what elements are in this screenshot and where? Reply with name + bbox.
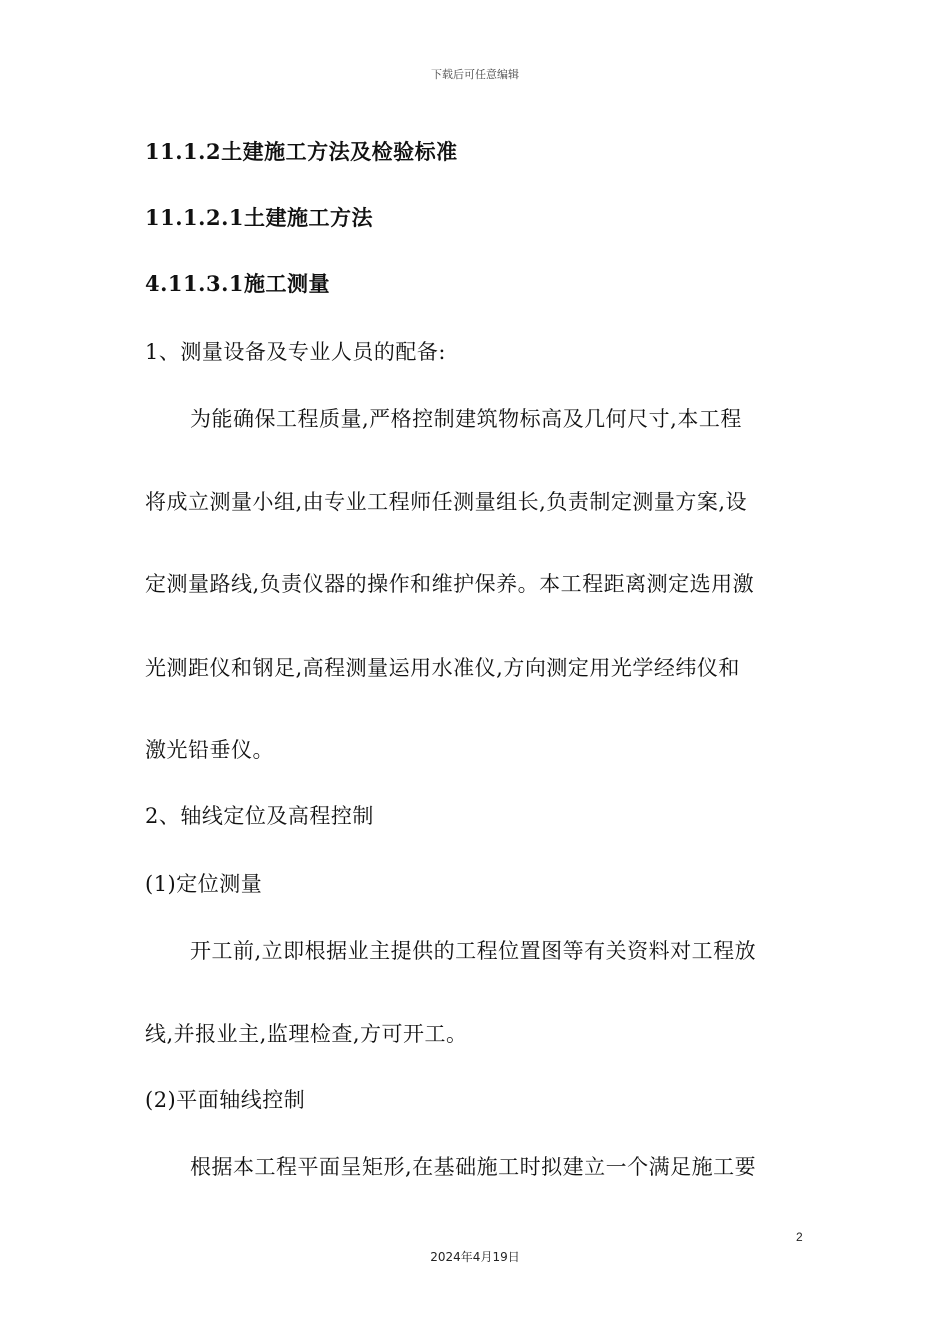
- footer-date: 2024年4月19日: [430, 1250, 520, 1264]
- paragraph-line: 光测距仪和钢足,高程测量运用水准仪,方向测定用光学经纬仪和: [145, 656, 740, 680]
- subitem-heading-positioning: (1)定位测量: [145, 872, 263, 896]
- page-number: 2: [796, 1230, 803, 1244]
- paragraph-line: 定测量路线,负责仪器的操作和维护保养。本工程距离测定选用激: [145, 572, 755, 596]
- section-heading-11-1-2: 11.1.2土建施工方法及检验标准: [145, 139, 458, 164]
- list-item-equipment-heading: 1、测量设备及专业人员的配备:: [145, 340, 446, 364]
- paragraph-line: 为能确保工程质量,严格控制建筑物标高及几何尺寸,本工程: [190, 407, 742, 431]
- page-header: 下载后可任意编辑: [431, 68, 519, 81]
- section-heading-11-1-2-1: 11.1.2.1土建施工方法: [145, 205, 373, 230]
- paragraph-line: 将成立测量小组,由专业工程师任测量组长,负责制定测量方案,设: [145, 490, 748, 514]
- subitem-heading-plane-axis: (2)平面轴线控制: [145, 1088, 306, 1112]
- list-item-axis-heading: 2、轴线定位及高程控制: [145, 804, 374, 828]
- section-heading-4-11-3-1: 4.11.3.1施工测量: [145, 271, 330, 296]
- paragraph-line: 根据本工程平面呈矩形,在基础施工时拟建立一个满足施工要: [190, 1155, 757, 1179]
- paragraph-line: 线,并报业主,监理检查,方可开工。: [145, 1022, 468, 1046]
- paragraph-line: 开工前,立即根据业主提供的工程位置图等有关资料对工程放: [190, 939, 757, 963]
- paragraph-line: 激光铅垂仪。: [145, 738, 274, 762]
